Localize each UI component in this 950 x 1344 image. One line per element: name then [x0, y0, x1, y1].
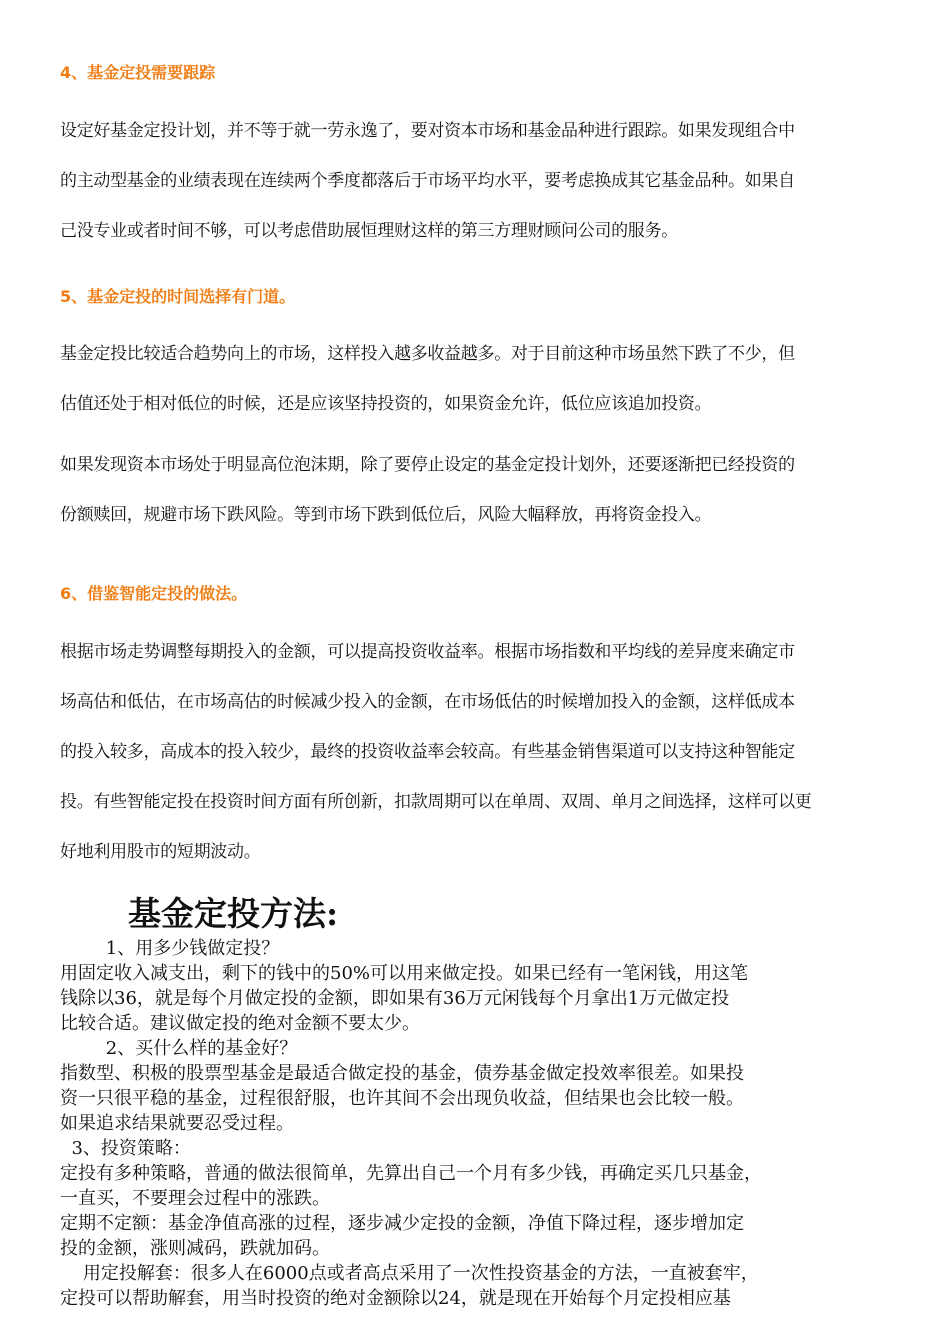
paragraph-line: 投。有些智能定投在投资时间方面有所创新，扣款周期可以在单周、双周、单月之间选择，这样可以更 — [60, 792, 812, 812]
methods-line: 一直买，不要理会过程中的涨跌。 — [60, 1188, 330, 1209]
section-6-paragraph — [60, 627, 900, 877]
paragraph-line: 的主动型基金的业绩表现在连续两个季度都落后于市场平均水平，要考虑换成其它基金品种。如果自 — [60, 171, 795, 191]
methods-line: 1、用多少钱做定投？ — [60, 938, 280, 959]
methods-line: 定投有多种策略，普通的做法很简单，先算出自己一个月有多少钱，再确定买几只基金， — [60, 1163, 762, 1184]
methods-line: 钱除以36，就是每个月做定投的金额，即如果有36万元闲钱每个月拿出1万元做定投 — [60, 988, 730, 1009]
methods-line: 用固定收入减支出，剩下的钱中的50%可以用来做定投。如果已经有一笔闲钱，用这笔 — [60, 963, 749, 984]
methods-line: 投的金额，涨则减码，跌就加码。 — [60, 1238, 330, 1259]
paragraph-line: 的投入较多，高成本的投入较少，最终的投资收益率会较高。有些基金销售渠道可以支持这种智能定 — [60, 742, 795, 762]
paragraph-line: 设定好基金定投计划，并不等于就一劳永逸了，要对资本市场和基金品种进行跟踪。如果发现组合中 — [60, 121, 795, 141]
methods-line: 资一只很平稳的基金，过程很舒服，也许其间不会出现负收益，但结果也会比较一般。 — [60, 1088, 744, 1109]
paragraph-line: 己没专业或者时间不够，可以考虑借助展恒理财这样的第三方理财顾问公司的服务。 — [60, 221, 678, 241]
paragraph-line: 基金定投比较适合趋势向上的市场，这样投入越多收益越多。对于目前这种市场虽然下跌了不少，但 — [60, 344, 795, 364]
paragraph-line: 场高估和低估，在市场高估的时候减少投入的金额，在市场低估的时候增加投入的金额，这样低成本 — [60, 692, 795, 712]
methods-line: 如果追求结果就要忍受过程。 — [60, 1113, 294, 1134]
section-5-paragraph-1 — [60, 329, 900, 429]
methods-line: 比较合适。建议做定投的绝对金额不要太少。 — [60, 1013, 420, 1034]
methods-body — [60, 936, 900, 1311]
methods-line: 2、买什么样的基金好？ — [60, 1038, 298, 1059]
section-4-heading: 4、基金定投需要跟踪 — [60, 63, 216, 82]
methods-line: 定期不定额：基金净值高涨的过程，逐步减少定投的金额，净值下降过程，逐步增加定 — [60, 1213, 744, 1234]
methods-title: 基金定投方法: — [128, 894, 339, 933]
methods-line: 指数型、积极的股票型基金是最适合做定投的基金，债券基金做定投效率很差。如果投 — [60, 1063, 744, 1084]
methods-line: 3、投资策略： — [60, 1138, 191, 1159]
section-5-paragraph-2 — [60, 440, 900, 540]
paragraph-line: 如果发现资本市场处于明显高位泡沫期，除了要停止设定的基金定投计划外，还要逐渐把已经投资的 — [60, 455, 795, 475]
methods-line: 用定投解套：很多人在6000点或者高点采用了一次性投资基金的方法，一直被套牢， — [60, 1263, 759, 1284]
paragraph-line: 根据市场走势调整每期投入的金额，可以提高投资收益率。根据市场指数和平均线的差异度来确定市 — [60, 642, 795, 662]
section-4-paragraph — [60, 106, 900, 256]
paragraph-line: 估值还处于相对低位的时候，还是应该坚持投资的，如果资金允许，低位应该追加投资。 — [60, 394, 712, 414]
section-5-heading: 5、基金定投的时间选择有门道。 — [60, 287, 296, 306]
paragraph-line: 份额赎回，规避市场下跌风险。等到市场下跌到低位后，风险大幅释放，再将资金投入。 — [60, 505, 712, 525]
section-6-heading: 6、借鉴智能定投的做法。 — [60, 584, 248, 603]
paragraph-line: 好地利用股市的短期波动。 — [60, 842, 261, 862]
methods-line: 定投可以帮助解套，用当时投资的绝对金额除以24，就是现在开始每个月定投相应基 — [60, 1288, 731, 1309]
